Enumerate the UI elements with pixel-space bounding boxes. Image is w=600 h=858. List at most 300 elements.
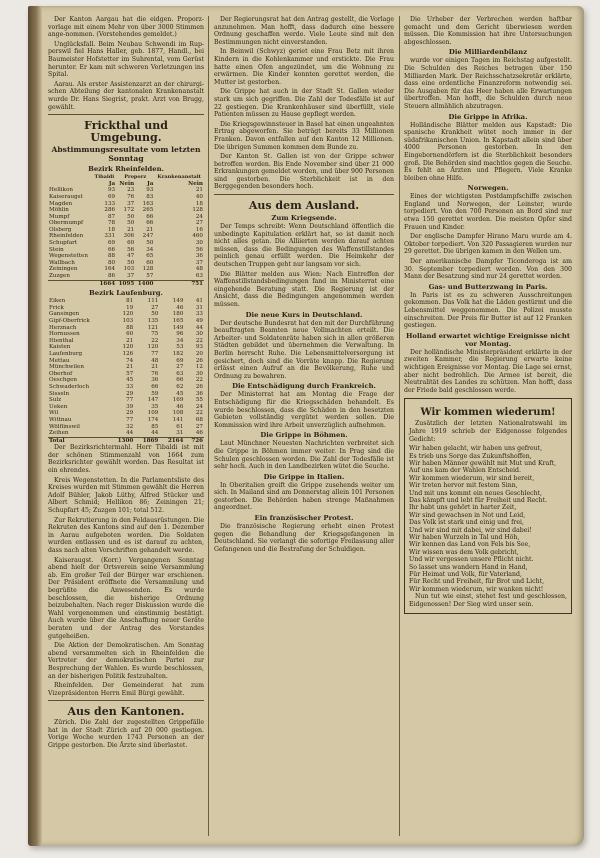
table-cell-value: 46 (176, 304, 184, 311)
table-cell-municipality: Total (48, 437, 109, 444)
table-cell-value: 164 (104, 266, 116, 273)
table-row (48, 430, 204, 437)
table-cell-municipality: Eiken (49, 298, 66, 305)
table-cell-value: 37 (195, 259, 203, 266)
article-heading: Die Entschädigung durch Frankreich. (232, 382, 376, 391)
table-cell-value: 1300 (109, 437, 134, 444)
table-total-row (48, 280, 204, 287)
article-paragraph: Der amerikanische Dampfer Ticonderoga ist am 30. September torpediert worden. Von den 300 Mann der Besatzung sind nur 24 gerettet worden. (404, 258, 572, 281)
table-cell-value: 65 (146, 253, 154, 260)
article-paragraph: Zur Rekrutierung in den Feldausrüstungen. Die Rekruten des Kantons sind auf den 1. Dezember in Aarau aufgeboten worden. Die Soldaten wurden entlassen und es ist darauf zu achten, dass nach alten Vorschriften gehandelt werde. (48, 516, 204, 554)
table-group-header: Krankenanstalt (157, 174, 201, 181)
poem-line: Wir sind gewachsen in Not und Leid, (409, 511, 526, 519)
column-rule (208, 16, 209, 836)
table-cell-value: 50 (127, 213, 135, 220)
table-cell-value: 32 (126, 423, 134, 430)
table-cell-value: 1400 (135, 280, 154, 287)
table-cell-value: 37 (127, 273, 135, 280)
table-cell-value: 35 (151, 403, 159, 410)
article-heading: Die Grippe in Afrika. (448, 112, 528, 121)
table-cell-value: 306 (123, 233, 135, 240)
article-paragraph: Der Ministerrat hat am Montag die Frage der Entschädigung für die Kriegsschäden behandelt. Es wurde beschlossen, dass die Schäden in den besetzten Gebieten vollständig vergütet werden sollen. Die Kommission wird ihre Arbeit unverzüglich aufnehmen. (214, 391, 394, 429)
table-cell-value: 88 (107, 253, 116, 260)
column-1 (48, 16, 204, 752)
table-cell-municipality: Wittnau (49, 416, 72, 423)
poem-line: Und wir vergessen unsere Pflicht nicht. (409, 556, 534, 564)
table-cell-value: 2164 (159, 437, 184, 444)
table-row (48, 391, 204, 398)
article-paragraph: Eines der wichtigsten Postdampfschiffe zwischen England und Norwegen, der Leinster, wurde torpediert. Von den 700 Personen an Bord sind nur etwa 150 gerettet worden. Die meisten Opfer sind Frauen und Kinder. (404, 193, 572, 231)
article-heading: Norwegen. (467, 184, 509, 193)
table-cell-municipality: Gipf-Oberfrick (49, 318, 90, 324)
table-cell-value: 75 (151, 331, 159, 338)
article-heading: Die Milliardenbilanz (448, 48, 528, 57)
table-cell-value: 66 (146, 220, 154, 227)
table-cell-municipality: Hellikon (49, 187, 73, 194)
poem-line: Auf uns kam der Wahlen Entscheid. (409, 467, 521, 475)
table-cell-municipality: Schwaderloch (49, 383, 90, 390)
article-paragraph: Kreis Wegenstetten. In die Parlamentsliste des Kreises wurden mit Stimmen gewählt die Herren Adolf Bühler, Jakob Lüthy, Alfred Stücker und Albert Schmid; Hellikon 86; Zeiningen 21; Schupfart 45; Zuzgen 101; total 512. (48, 476, 204, 515)
poem-line: Und mit uns kommt ein neues Geschlecht, (409, 489, 543, 497)
poem-box (404, 398, 572, 614)
table-cell-value: 22 (195, 337, 203, 344)
article-paragraph: Zürich. Die Zahl der zugestellten Grippefälle hat in der Stadt Zürich auf 20 000 gestiegen. Vorige Woche wurden 1743 Personen an der Grippe gestorben. Die Ärzte sind überlastet. (48, 719, 204, 750)
article-paragraph: Die Blätter melden aus Wien: Nach Eintreffen der Waffenstillstandsbedingungen fand im Ministerrat eine eingehende Beratung statt. Die Regierung ist der Ansicht, dass die Bedingungen angenommen werden müssen. (214, 270, 394, 308)
table-cell-value: 31 (176, 430, 184, 437)
table-cell-value: 36 (195, 390, 203, 397)
table-cell-municipality (48, 280, 93, 287)
column-rule (399, 16, 400, 836)
table-row (48, 338, 204, 345)
table-row (48, 298, 204, 305)
section-subheading: Abstimmungsresultate vom letzten Sonntag (51, 145, 201, 164)
table-cell-value: 50 (127, 259, 135, 266)
table-cell-value: 60 (126, 331, 134, 338)
district-heading: Bezirk Rheinfelden. (88, 165, 164, 174)
table-cell-value: 69 (107, 240, 116, 247)
table-cell-value: 33 (195, 311, 203, 318)
table-cell-value: 77 (151, 350, 159, 357)
table-cell-value: 48 (151, 357, 159, 364)
article-paragraph: Der Bezirksrichtermahl. Herr Tibaldi ist mit der schönen Stimmenzahl von 1664 zum Bezirksrichter gewählt worden. Das Resultat ist ein ehrendes. (48, 444, 204, 475)
poem-intro: Zusätzlich der letzten Nationalratswahl im Jahre 1919 schrieb der Eidgenosse folgendes Gedicht: (409, 420, 567, 443)
table-cell-municipality: Münchwilen (49, 364, 84, 371)
table-cell-municipality: Zeihen (49, 430, 69, 437)
table-cell-value: 66 (107, 246, 116, 253)
table-column-header: Nein (188, 180, 203, 187)
table-cell-value: 69 (176, 357, 184, 364)
table-cell-value: 46 (176, 403, 184, 410)
table-cell-municipality: Mettau (49, 357, 70, 364)
article-paragraph: In Beinwil (Schwyz) geriet eine Frau Betz mit ihren Kindern in die Kohlenkammer und erstickte. Die Frau hatte einen Ofen angezündet, um die Wohnung zu erwärmen. Die Kinder konnten gerettet werden, die Mutter ist gestorben. (214, 48, 394, 86)
table-row (48, 240, 204, 247)
table-cell-municipality: Wallbach (49, 259, 75, 266)
table-cell-value: 21 (151, 364, 159, 371)
table-cell-value: 27 (195, 220, 203, 227)
table-cell-municipality: Oberhof (49, 370, 73, 377)
poem-line: Und wir sind mit dabei, wir sind dabei! (409, 526, 532, 534)
table-row (48, 260, 204, 267)
table-cell-value: 726 (184, 437, 204, 444)
poem-line: Wir treten hervor mit festem Sinn, (409, 482, 518, 490)
table-cell-municipality: Schupfart (49, 240, 78, 247)
table-cell-value: 50 (146, 240, 154, 247)
table-cell-value: 103 (122, 318, 134, 324)
table-cell-value: 30 (195, 370, 203, 377)
poem-line: Wir haben Wurzeln in Tal und Höh, (409, 534, 520, 541)
table-cell-value: 77 (126, 416, 134, 423)
poem-line: Für Heimat und Volk, für Vaterland, (409, 571, 522, 579)
article-paragraph: Der Kanton St. Gallen ist von der Grippe schwer betroffen worden. Bis Ende November sind über 21 000 Erkrankungen gemeldet worden, und über 900 Personen sind gestorben. Die Sterblichkeit ist in den Berggegenden besonders hoch. (214, 153, 394, 191)
table-cell-value: 141 (172, 416, 184, 423)
article-heading: Die neue Kurs in Deutschland. (245, 310, 363, 319)
table-cell-value: 12 (195, 364, 203, 371)
table-cell-value: 21 (146, 226, 154, 233)
table-cell-value: 47 (127, 253, 135, 260)
table-cell-value: 180 (172, 311, 184, 318)
table-cell-municipality: Olsberg (49, 226, 72, 233)
table-cell-municipality: Möhlin (49, 207, 69, 214)
table-cell-value: 83 (146, 193, 154, 200)
table-cell-value: 18 (195, 200, 203, 207)
table-row (48, 404, 204, 411)
table-cell-value: 24 (195, 213, 203, 220)
table-cell-value: 174 (147, 416, 159, 423)
article-paragraph: Rheinfelden. Der Gemeinderat hat zum Vizepräsidenten Herrn Emil Bürgi gewählt. (48, 682, 204, 697)
poem-lines (409, 445, 567, 593)
article-paragraph: In Oberitalien greift die Grippe zusehends weiter um sich. In Mailand sind am Donnerstag allein 101 Personen gestorben. Die Behörden haben strenge Maßnahmen angeordnet. (214, 481, 394, 512)
table-cell-value: 93 (195, 344, 203, 351)
table-column-header: Ja (108, 180, 116, 187)
table-cell-value: 135 (147, 318, 159, 324)
table-cell-value: 29 (126, 390, 134, 397)
table-row (48, 227, 204, 234)
table-cell-value: 30 (195, 240, 203, 247)
results-table-laufenburg (48, 298, 204, 444)
table-cell-value: 149 (172, 324, 184, 331)
article-paragraph: Die Kriegsgewinnsteuer in Basel hat einen ungeahnten Ertrag abgeworfen. Sie beträgt bereits 33 Millionen Franken. Davon entfallen auf den Kanton 12 Millionen. Die übrigen Summen kommen dem Bunde zu. (214, 120, 394, 151)
table-column-header: Ja (147, 180, 154, 187)
table-cell-value: 37 (127, 200, 135, 207)
table-header-row (48, 181, 204, 188)
table-row (48, 220, 204, 227)
poem-line: Wir kommen wiederum, wir sind bereit, (409, 474, 535, 482)
table-cell-value: 56 (195, 246, 203, 253)
table-row (48, 273, 204, 280)
table-row (48, 371, 204, 378)
table-cell-municipality: Frick (49, 304, 64, 311)
table-cell-value: 78 (107, 220, 116, 227)
article-paragraph: wurde vor einigen Tagen im Reichstag aufgestellt. Die Schulden des Reiches betragen über 150 Milliarden Mark. Der Reichsschatzsekretär erklärte, dass eine ordentliche Finanzreform notwendig sei. Die Ausgaben für das Heer haben alle Erwartungen übertroffen. Man hofft, die Schulden durch neue Steuern allmählich abzutragen. (404, 57, 572, 110)
table-row (48, 325, 204, 332)
table-cell-municipality: Stein (49, 246, 64, 253)
table-row (48, 424, 204, 431)
table-cell-municipality: Ittenthal (49, 337, 74, 344)
table-row (48, 305, 204, 312)
table-cell-value: 81 (126, 298, 134, 305)
table-cell-value: 74 (126, 357, 134, 364)
table-cell-value: 163 (142, 200, 154, 207)
table-cell-municipality: Magden (49, 200, 73, 207)
article-paragraph: Die Grippe hat auch in der Stadt St. Gallen wieder stark um sich gegriffen. Die Zahl der Todesfälle ist auf 22 gestiegen. Die Krankenhäuser sind überfüllt, viele Patienten müssen zu Hause gepflegt werden. (214, 88, 394, 119)
table-row (48, 364, 204, 371)
table-group-spacer (48, 174, 93, 181)
table-row (48, 377, 204, 384)
table-cell-municipality: Sisseln (49, 390, 70, 397)
article-heading: Gas- und Butterzwang in Paris. (428, 282, 548, 291)
table-cell-value: 286 (104, 207, 116, 214)
table-cell-value: 44 (195, 324, 203, 331)
table-cell-municipality: Mumpf (49, 213, 70, 220)
article-paragraph: Der Kanton Aargau hat die eidgen. Proporz-vorlage mit einem Mehr von über 3000 Stimmen ange-nommen. (Vorstehendes gemeldet.) (48, 16, 204, 39)
table-cell-value: 34 (146, 246, 154, 253)
table-cell-value: 22 (151, 337, 159, 344)
table-cell-value: 21 (126, 337, 134, 344)
table-cell-value: 128 (192, 207, 203, 214)
table-cell-value: 20 (195, 350, 203, 357)
results-table-rheinfelden (48, 174, 204, 287)
table-cell-value: 80 (107, 259, 116, 266)
table-cell-value: 49 (195, 318, 203, 324)
table-cell-value: 172 (123, 207, 135, 214)
poem-line: Wir wissen was dem Volk gebricht, (409, 548, 519, 556)
table-cell-value: 22 (195, 377, 203, 384)
table-cell-value: 111 (147, 298, 159, 305)
table-cell-municipality: Zuzgen (49, 273, 70, 280)
article-paragraph: Der Temps schreibt: Wenn Deutschland öffentlich die unbedingte Kapitulation erklärt hat, so ist damit noch nicht alles getan. Die Alliierten werden darauf achten müssen, dass die Bedingungen des Waffenstillstandes peinlich genau erfüllt werden. Die Heimkehr der deutschen Truppen geht nur langsam vor sich. (214, 223, 394, 269)
table-cell-value: 93 (107, 187, 116, 194)
table-cell-value: 169 (172, 397, 184, 404)
poem-line: Wir kennen das Land von Fels bis See, (409, 541, 531, 549)
poem-ending: Nun tut wie einst, stehet fest und geschlossen, Eidgenossen! Der Sieg wird unser sein. (409, 593, 567, 608)
book-binding (28, 6, 42, 846)
column-2 (214, 16, 394, 555)
table-cell-value: 55 (195, 397, 203, 404)
article-paragraph: In Paris ist es zu schweren Ausschreitungen gekommen. Das Volk hat die Läden gestürmt und die Lebensmittel weggenommen. Die Polizei musste einschreiten. Der Preis für Butter ist auf 12 Franken gestiegen. (404, 291, 572, 330)
poem-line: Wir haben gelacht, wir haben uns gefreut, (409, 445, 543, 453)
table-cell-value: 61 (176, 423, 184, 430)
table-cell-value: 66 (146, 213, 154, 220)
table-cell-value: 88 (126, 324, 134, 331)
divider (214, 194, 394, 195)
table-cell-value: 48 (195, 266, 203, 273)
article-paragraph: Der holländische Ministerpräsident erklärte in der zweiten Kammer, die Regierung erwarte keine wichtigen Ereignisse vor Montag. Die Lage sei ernst, aber nicht bedrohlich. Die Armee ist bereit, die Neutralität des Landes zu schützen. Man hofft, dass der Friede bald geschlossen werde. (404, 348, 572, 394)
article-paragraph: Die Urheber der Verbrechen werden haftbar gemacht und dem Gericht überwiesen werden müssen. Die Kommission hat ihre Untersuchungen abgeschlossen. (404, 16, 572, 46)
table-cell-value: 21 (195, 187, 203, 194)
article-heading: Die Grippe in Italien. (263, 472, 345, 481)
table-cell-value: 66 (151, 383, 159, 390)
article-paragraph: Kaiseraugst. (Korr.) Vergangenen Sonntag abend hielt der Ortsverein seine Versammlung ab. Ein großer Teil der Bürger war erschienen. Der Präsident eröffnete die Versammlung und begrüßte die Anwesenden. Es wurde beschlossen, die bisherige Ordnung beizubehalten. Nach reger Diskussion wurde die Wahl vorgenommen und einstimmig bestätigt. Auch wurde über die Anschaffung neuer Geräte beraten und der Antrag des Vorstandes gutgeheißen. (48, 556, 204, 640)
article-heading: Holland erwartet wichtige Ereignisse nicht vor Montag. (405, 331, 570, 348)
table-cell-municipality: Gansingen (49, 311, 80, 318)
poem-line: Wir kommen wiederum, wir wanken nicht! (409, 585, 544, 593)
section-heading: Aus den Kantonen. (67, 705, 185, 719)
table-cell-municipality: Oeschgen (49, 377, 77, 384)
table-cell-municipality: Hornussen (49, 331, 80, 338)
table-cell-value: 39 (126, 403, 134, 410)
table-cell-value: 30 (195, 331, 203, 338)
table-cell-value: 149 (172, 298, 184, 305)
table-row (48, 358, 204, 365)
table-row (48, 187, 204, 194)
table-cell-value: 76 (151, 370, 159, 377)
poem-line: So lasset uns wandern Hand in Hand, (409, 563, 528, 571)
table-cell-municipality: Ueken (49, 403, 68, 410)
article-heading: Die Grippe in Böhmen. (260, 431, 348, 440)
table-cell-value: 69 (107, 193, 116, 200)
table-cell-value: 1664 (93, 280, 117, 287)
table-cell-value: 19 (126, 304, 134, 311)
table-cell-municipality: Rheinfelden (49, 233, 84, 240)
table-cell-municipality: Wegenstetten (49, 253, 88, 260)
table-row (48, 266, 204, 273)
table-cell-value: 60 (146, 259, 154, 266)
table-row (48, 233, 204, 240)
table-cell-value: 34 (176, 337, 184, 344)
table-cell-value: 53 (176, 344, 184, 351)
article-paragraph: Aarau. Als erster Assistenzarzt an der chirurgi-schen Abteilung der kantonalen Krankenanstalt wurde Dr. Hans Siegrist, prakt. Arzt von Brugg, gewählt. (48, 80, 204, 111)
table-cell-value: 93 (146, 187, 154, 194)
table-cell-municipality: Obermumpf (49, 220, 84, 227)
table-cell-value: 45 (176, 390, 184, 397)
table-cell-value: 63 (176, 370, 184, 377)
table-cell-value: 85 (151, 423, 159, 430)
poem-line: Das kämpft und lebt für Freiheit und Recht. (409, 496, 548, 504)
table-row (48, 201, 204, 208)
table-cell-municipality: Kaisten (49, 344, 71, 351)
table-cell-value: 40 (195, 193, 203, 200)
table-cell-value: 247 (142, 233, 154, 240)
table-cell-value: 29 (126, 410, 134, 417)
table-group-header: Tibaldi (94, 174, 115, 181)
table-cell-value: 265 (142, 207, 154, 214)
table-cell-value: 121 (147, 324, 159, 331)
table-cell-municipality: Sulz (49, 397, 62, 404)
poem-line: Ihr habt uns gehört in harter Zeit, (409, 504, 517, 512)
poem-line: Das Volk ist stark und einig und frei, (409, 519, 524, 527)
table-cell-value: 1095 (116, 280, 135, 287)
table-cell-value: 120 (147, 344, 159, 351)
table-cell-value: 133 (104, 200, 116, 207)
table-group-header: Proporz (124, 174, 147, 181)
table-row (48, 384, 204, 391)
newspaper-page (28, 6, 584, 846)
article-paragraph: Laut Münchner Neuesten Nachrichten verbreitet sich die Grippe in Böhmen immer weiter. In Prag sind die Schulen geschlossen worden. Die Zahl der Todesfälle ist sehr hoch. Auch in den Landbezirken wütet die Seuche. (214, 440, 394, 471)
table-cell-value: 16 (195, 226, 203, 233)
table-row (48, 311, 204, 318)
table-row (48, 351, 204, 358)
table-cell-municipality: Laufenburg (49, 350, 83, 357)
table-row (48, 207, 204, 214)
table-cell-value: 31 (195, 304, 203, 311)
table-row (48, 318, 204, 325)
table-cell-value: 76 (127, 193, 135, 200)
table-cell-value: 120 (122, 311, 134, 318)
table-cell-value: 56 (127, 246, 135, 253)
table-cell-value: 46 (195, 430, 203, 437)
table-cell-value: 751 (154, 280, 204, 287)
article-heading: Zum Kriegsende. (271, 214, 337, 223)
table-cell-value: 68 (195, 416, 203, 423)
table-cell-value: 109 (147, 410, 159, 417)
table-cell-value: 62 (176, 383, 184, 390)
table-cell-value: 41 (195, 298, 203, 305)
table-cell-value: 57 (126, 370, 134, 377)
table-row (48, 331, 204, 338)
table-cell-value: 44 (151, 430, 159, 437)
table-total-row (48, 437, 204, 444)
table-cell-value: 120 (122, 344, 134, 351)
article-paragraph: Der englische Dampfer Hirano Maru wurde am 4. Oktober torpediert. Von 320 Passagieren wurden nur 29 gerettet. Die übrigen kamen in den Wellen um. (404, 233, 572, 256)
poem-line: Für Recht und Freiheit, für Brot und Licht, (409, 578, 545, 586)
table-row (48, 247, 204, 254)
table-cell-municipality: Kaiseraugst (49, 193, 83, 200)
table-cell-value: 57 (146, 273, 154, 280)
divider (48, 700, 204, 701)
table-cell-value: 103 (123, 266, 135, 273)
table-cell-value: 23 (127, 187, 135, 194)
article-heading: Ein französischer Protest. (254, 514, 354, 523)
table-row (48, 214, 204, 221)
table-cell-municipality: Wölflinswil (49, 423, 80, 430)
table-cell-value: 18 (107, 226, 116, 233)
table-cell-value: 24 (195, 403, 203, 410)
divider (48, 114, 204, 115)
table-cell-value: 44 (126, 430, 134, 437)
table-cell-value: 50 (127, 220, 135, 227)
article-paragraph: Holländische Blätter melden aus Kapstadt: Die spanische Krankheit wütet noch immer in der südafrikanischen Union. In Kapstadt allein sind über 4000 Personen gestorben. In den Eingebornendörfern ist die Sterblichkeit besonders groß. Die Behörden sind machtlos gegen die Seuche. Es fehlt an Ärzten und Pflegern. Viele Kranke bleiben ohne Hilfe. (404, 121, 572, 182)
table-cell-value: 59 (151, 390, 159, 397)
section-heading: Aus dem Ausland. (248, 199, 360, 213)
district-heading: Bezirk Laufenburg. (89, 289, 163, 298)
table-cell-value: 77 (126, 397, 134, 404)
table-cell-value: 96 (176, 331, 184, 338)
table-cell-value: 21 (127, 226, 135, 233)
table-cell-value: 126 (122, 350, 134, 357)
table-cell-value: 86 (107, 273, 116, 280)
table-cell-value: 87 (107, 213, 116, 220)
table-cell-municipality: Zeiningen (49, 266, 78, 273)
table-cell-value: 63 (195, 273, 203, 280)
table-cell-value: 108 (172, 410, 184, 417)
article-paragraph: Der deutsche Bundesrat hat den mit der Durchführung beauftragten Beamten neue Vollmachten erteilt. Die Arbeiter- und Soldatenräte haben sich in allen größeren Städten gebildet und übernehmen die Verwaltung. In Berlin herrscht Ruhe. Die Lebensmittelversorgung ist gesichert, doch sind die Vorräte knapp. Die Regierung erlässt einen Aufruf an die Bevölkerung, Ruhe und Ordnung zu bewahren. (214, 319, 394, 380)
table-column-header: Nein (119, 180, 135, 187)
table-cell-value: 66 (176, 377, 184, 384)
table-row (48, 397, 204, 404)
table-column-header (48, 181, 93, 188)
table-cell-value: 50 (151, 311, 159, 318)
poem-line: Es trieb uns Sorge das Zukunftshoffen, (409, 452, 532, 460)
table-row (48, 194, 204, 201)
poem-title: Wir kommen wiederum! (420, 407, 556, 419)
table-row (48, 410, 204, 417)
article-paragraph: Der Regierungsrat hat den Antrag gestellt, die Vorlage anzunehmen. Man hofft, dass dadurch eine bessere Ordnung geschaffen werde. Viele Leute sind mit den Bestimmungen nicht einverstanden. (214, 16, 394, 46)
table-cell-municipality: Wil (49, 410, 59, 417)
poem-line: Wir haben Männer gewählt mit Mut und Kraft, (409, 459, 556, 467)
table-cell-value: 26 (195, 383, 203, 390)
table-cell-value: 27 (195, 423, 203, 430)
table-cell-value: 36 (151, 377, 159, 384)
table-cell-value: 27 (151, 304, 159, 311)
table-row (48, 344, 204, 351)
section-heading: Frickthal und Umgebung. (84, 119, 168, 145)
table-cell-value: 36 (195, 253, 203, 260)
table-cell-value: 21 (126, 364, 134, 371)
article-paragraph: Die französische Regierung erhebt einen Protest gegen die Behandlung der Kriegsgefangenen in Deutschland. Sie verlangt die sofortige Freilassung aller Gefangenen und die Bestrafung der Schuldigen. (214, 523, 394, 553)
table-cell-value: 182 (172, 350, 184, 357)
table-cell-value: 165 (172, 318, 184, 324)
table-cell-value: 26 (195, 357, 203, 364)
